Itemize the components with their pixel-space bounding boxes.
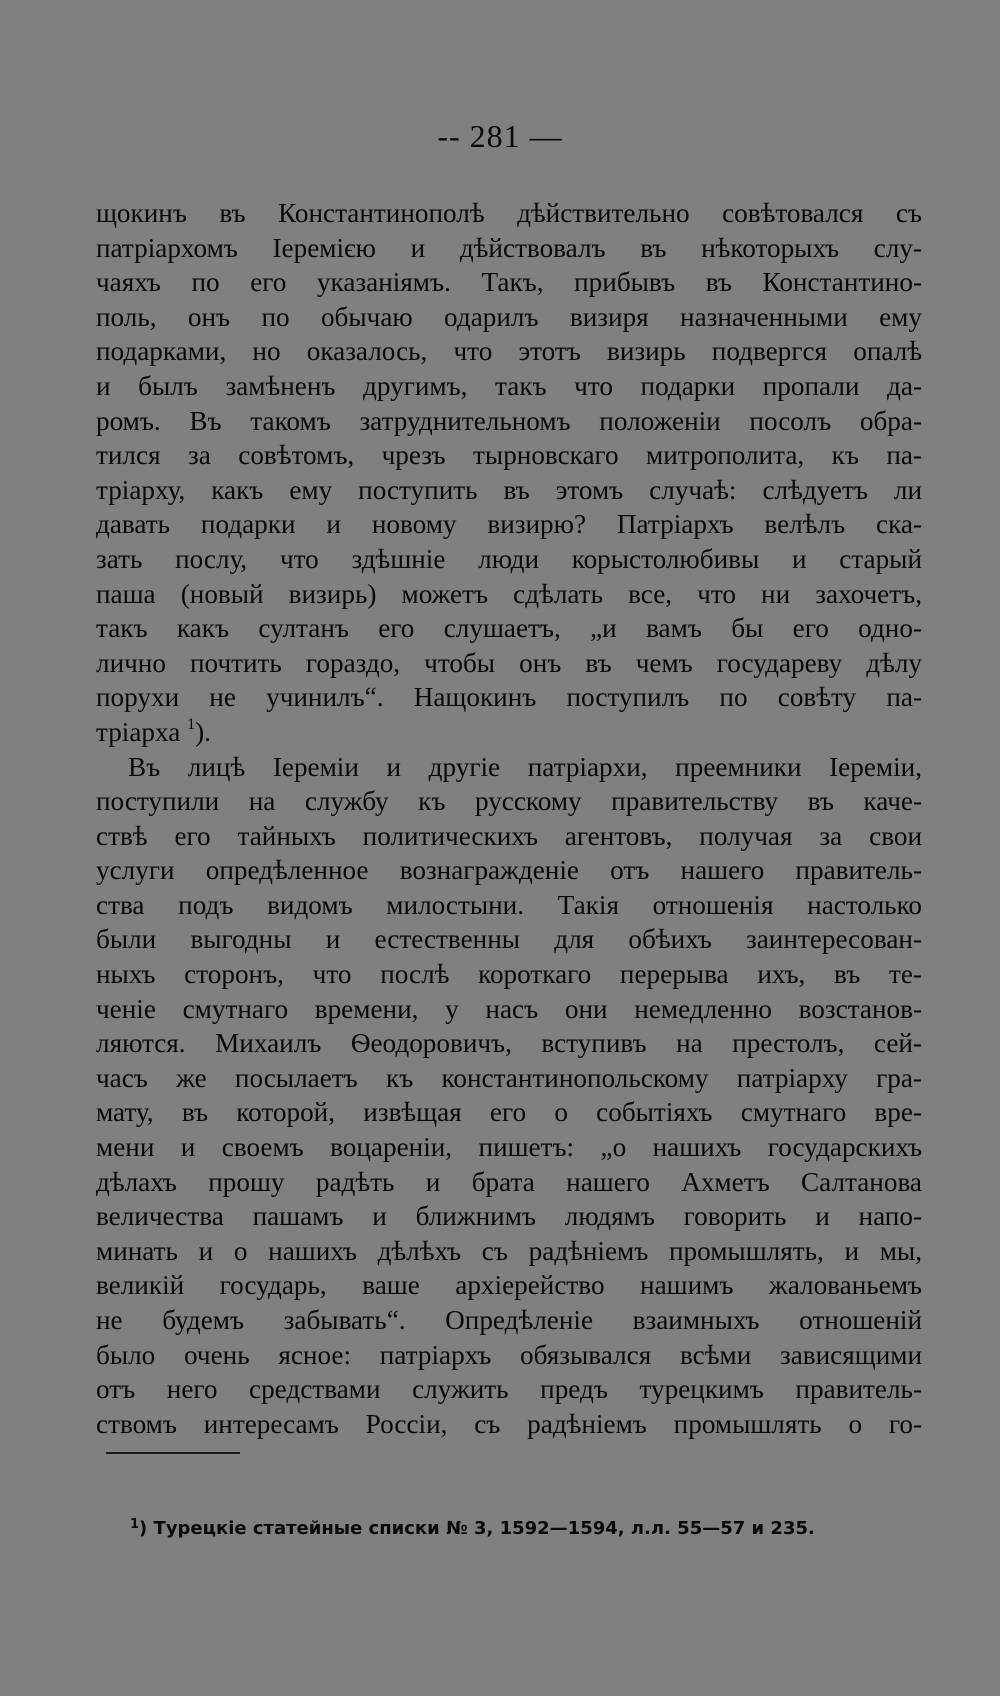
text-line: было очень ясное: патріархъ обязывался всѣми зависящими	[96, 1339, 922, 1370]
text-line-content: тріарха	[96, 716, 181, 747]
text-line: ствомъ интересамъ Россіи, съ радѣніемъ промышлять о го-	[96, 1408, 922, 1439]
text-line: тріарху, какъ ему поступить въ этомъ случаѣ: слѣдуетъ ли	[96, 474, 922, 505]
text-line: ства подъ видомъ милостыни. Такія отношенія настолько	[96, 889, 922, 920]
text-line: ченіе смутнаго времени, у насъ они немедленно возстанов-	[96, 993, 922, 1024]
text-line: подарками, но оказалось, что этотъ визирь подвергся опалѣ	[96, 336, 922, 367]
text-line: дѣлахъ прошу радѣть и брата нашего Ахметъ Салтанова	[96, 1166, 922, 1197]
text-line: патріархомъ Іеремією и дѣйствовалъ въ нѣкоторыхъ слу-	[96, 232, 922, 263]
text-line: тился за совѣтомъ, чрезъ тырновскаго митрополита, къ па-	[96, 440, 922, 471]
page-number: -- 281 —	[437, 118, 563, 154]
footnote-divider	[106, 1452, 240, 1454]
text-line: часъ же посылаетъ къ константинопольскому патріарху гра-	[96, 1062, 922, 1093]
text-line: не будемъ забывать“. Опредѣленіе взаимныхъ отношеній	[96, 1305, 922, 1335]
text-line: ствѣ его тайныхъ политическихъ агентовъ, получая за свои	[96, 820, 922, 851]
text-line: поль, онъ по обычаю одарилъ визиря назначенными ему	[96, 301, 922, 332]
text-line: щокинъ въ Константинополѣ дѣйствительно совѣтовался съ	[96, 198, 922, 228]
text-line: великій государь, ваше архіерейство нашимъ жалованьемъ	[96, 1270, 922, 1301]
text-line: ромъ. Въ такомъ затруднительномъ положеніи посолъ обра-	[96, 405, 922, 436]
footnote-marker: 1	[130, 1517, 140, 1532]
text-line: величества пашамъ и ближнимъ людямъ говорить и напо-	[96, 1201, 922, 1232]
text-line-paragraph-end	[96, 715, 922, 750]
footnote-text: ) Турецкіе статейные списки № 3, 1592—1594, л.л. 55—57 и 235.	[139, 1518, 815, 1539]
text-line: минать и о нашихъ дѣлѣхъ съ радѣніемъ промышлять, и мы,	[96, 1235, 922, 1266]
text-line: чаяхъ по его указаніямъ. Такъ, прибывъ въ Константино-	[96, 267, 922, 298]
text-line: паша (новый визирь) можетъ сдѣлать все, что ни захочетъ,	[96, 578, 922, 609]
text-line: давать подарки и новому визирю? Патріархъ велѣлъ ска-	[96, 509, 922, 540]
footnote-reference-tail: ).	[195, 716, 211, 747]
text-line: отъ него средствами служить предъ турецкимъ правитель-	[96, 1374, 922, 1405]
footnote-reference: 1	[187, 715, 196, 733]
footnote	[130, 1518, 815, 1539]
text-line: мени и своемъ воцареніи, пишетъ: „о нашихъ государскихъ	[96, 1132, 922, 1163]
text-line: и былъ замѣненъ другимъ, такъ что подарки пропали да-	[96, 370, 922, 401]
text-line: лично почтить гораздо, чтобы онъ въ чемъ государеву дѣлу	[96, 647, 922, 678]
text-line: поступили на службу къ русскому правительству въ каче-	[96, 786, 922, 817]
text-line: ныхъ сторонъ, что послѣ короткаго перерыва ихъ, въ те-	[96, 959, 922, 990]
text-line: были выгодны и естественны для обѣихъ заинтересован-	[96, 924, 922, 955]
text-line: порухи не учинилъ“. Нащокинъ поступилъ по совѣту па-	[96, 682, 922, 713]
text-line: такъ какъ султанъ его слушаетъ, „и вамъ бы его одно-	[96, 613, 922, 644]
text-line: услуги опредѣленное вознагражденіе отъ нашего правитель-	[96, 855, 922, 886]
text-line: зать послу, что здѣшніе люди корыстолюбивы и старый	[96, 543, 922, 574]
text-line: ляются. Михаилъ Ѳеодоровичъ, вступивъ на престолъ, сей-	[96, 1028, 922, 1059]
text-line-paragraph-start: Въ лицѣ Іереміи и другіе патріархи, преемники Іереміи,	[128, 751, 922, 782]
text-line: мату, въ которой, извѣщая его о событіяхъ смутнаго вре-	[96, 1097, 922, 1128]
body-text	[96, 196, 922, 1441]
